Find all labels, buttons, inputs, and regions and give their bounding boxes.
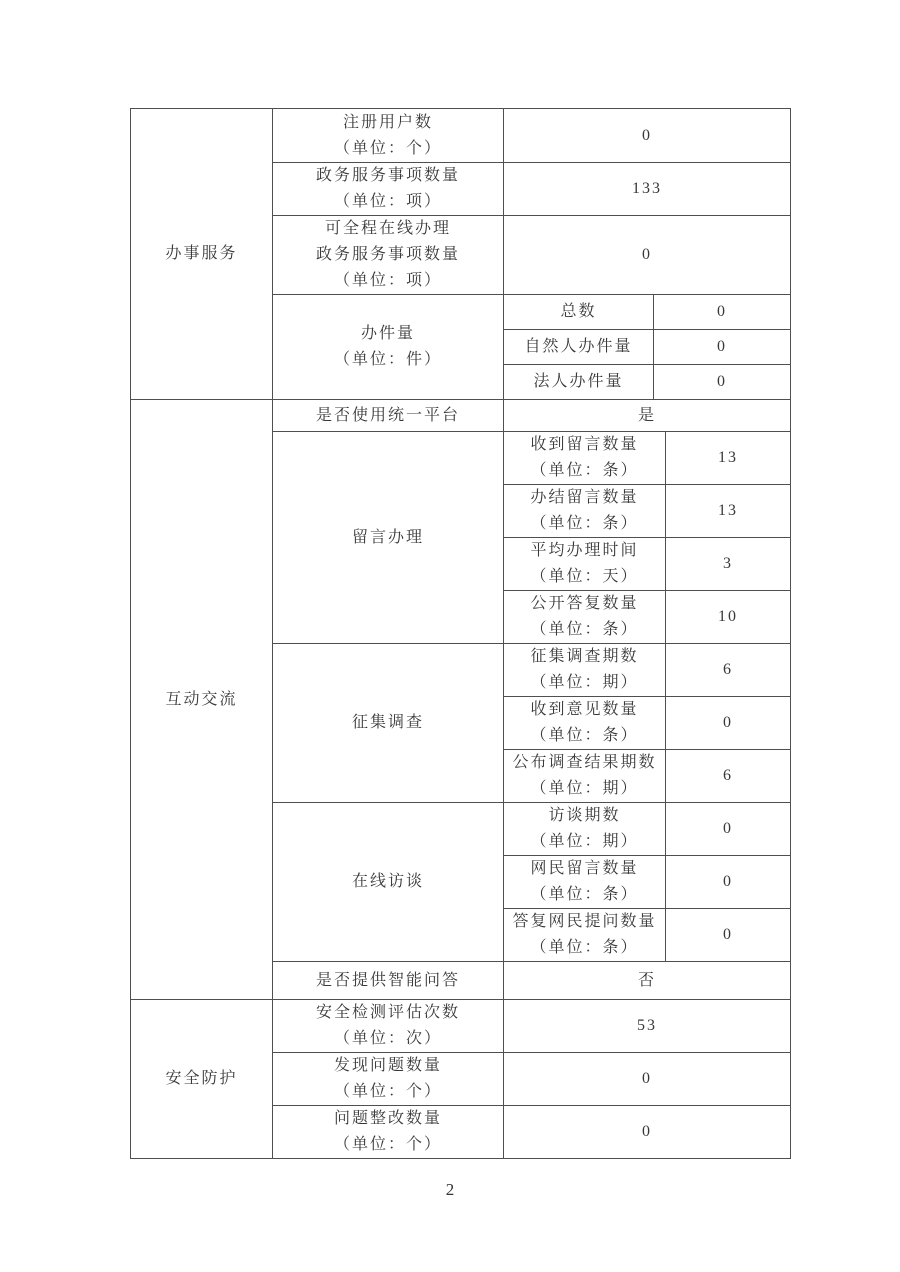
submetric-value-cell: 0 <box>666 909 791 962</box>
submetric-label-cell <box>504 803 666 856</box>
submetric-label: 访谈期数 <box>548 807 621 824</box>
metric-label: 安全检测评估次数 <box>315 1004 460 1021</box>
metric-label-line2: 政务服务事项数量 <box>315 246 460 263</box>
metric-unit: （单位：个） <box>333 139 442 157</box>
submetric-value-cell: 0 <box>654 295 791 330</box>
group-label-cell <box>273 295 504 400</box>
submetric-unit: （单位：期） <box>530 674 639 691</box>
metric-label-cell <box>273 109 504 163</box>
submetric-value-cell: 0 <box>654 330 791 365</box>
metric-label-cell: 是否使用统一平台 <box>273 400 504 432</box>
metric-value-cell: 是 <box>504 400 791 432</box>
submetric-unit: （单位：条） <box>530 727 639 744</box>
metric-unit: （单位：项） <box>333 193 442 210</box>
submetric-label-cell <box>504 432 666 485</box>
submetric-label-cell: 法人办件量 <box>504 365 654 400</box>
submetric-label-cell <box>504 538 666 591</box>
submetric-unit: （单位：期） <box>530 833 639 850</box>
submetric-label: 公开答复数量 <box>530 595 639 612</box>
group-label-cell: 征集调查 <box>273 644 504 803</box>
category-cell-service <box>131 109 273 400</box>
report-table <box>130 108 791 1159</box>
metric-unit: （单位：次） <box>333 1030 442 1047</box>
submetric-label: 收到意见数量 <box>530 701 639 718</box>
submetric-label: 收到留言数量 <box>530 436 639 453</box>
metric-label-cell <box>273 216 504 295</box>
submetric-value-cell: 13 <box>666 485 791 538</box>
metric-label: 发现问题数量 <box>333 1057 442 1074</box>
submetric-value-cell: 13 <box>666 432 791 485</box>
submetric-label: 网民留言数量 <box>530 860 639 877</box>
submetric-label-cell <box>504 591 666 644</box>
submetric-value-cell: 0 <box>666 697 791 750</box>
submetric-label: 平均办理时间 <box>530 542 639 559</box>
submetric-value-cell: 3 <box>666 538 791 591</box>
submetric-label-cell <box>504 644 666 697</box>
submetric-value-cell: 6 <box>666 644 791 697</box>
submetric-label-cell: 总数 <box>504 295 654 330</box>
category-label: 安全防护 <box>165 1070 238 1087</box>
submetric-value-cell: 0 <box>666 856 791 909</box>
metric-label: 问题整改数量 <box>333 1110 442 1127</box>
category-cell-security <box>131 1000 273 1159</box>
submetric-unit: （单位：条） <box>530 886 639 903</box>
group-label-cell: 在线访谈 <box>273 803 504 962</box>
submetric-unit: （单位：条） <box>530 621 639 638</box>
group-label: 办件量 <box>360 325 415 342</box>
metric-unit: （单位：个） <box>333 1136 442 1153</box>
category-label: 互动交流 <box>165 690 238 708</box>
submetric-label-cell <box>504 697 666 750</box>
submetric-label-cell: 自然人办件量 <box>504 330 654 365</box>
submetric-value-cell: 10 <box>666 591 791 644</box>
category-label: 办事服务 <box>165 245 238 262</box>
submetric-unit: （单位：期） <box>530 780 639 797</box>
metric-label-cell <box>273 1000 504 1053</box>
submetric-unit: （单位：条） <box>530 939 639 956</box>
category-cell-interaction <box>131 400 273 1000</box>
submetric-unit: （单位：条） <box>530 515 639 532</box>
metric-label: 注册用户数 <box>342 113 433 131</box>
metric-value-cell: 0 <box>504 216 791 295</box>
submetric-unit: （单位：条） <box>530 462 639 479</box>
group-unit: （单位：件） <box>333 351 442 368</box>
metric-unit: （单位：项） <box>333 272 442 289</box>
submetric-label: 办结留言数量 <box>530 489 639 506</box>
metric-label-cell: 是否提供智能问答 <box>273 962 504 1000</box>
metric-label-line1: 可全程在线办理 <box>324 220 451 237</box>
submetric-label: 答复网民提问数量 <box>512 913 657 930</box>
metric-value-cell: 否 <box>504 962 791 1000</box>
submetric-label-cell <box>504 909 666 962</box>
metric-unit: （单位：个） <box>333 1083 442 1100</box>
submetric-value-cell: 0 <box>666 803 791 856</box>
submetric-value-cell: 6 <box>666 750 791 803</box>
metric-label-cell <box>273 163 504 216</box>
page-number: 2 <box>445 1180 455 1199</box>
group-label-cell: 留言办理 <box>273 432 504 644</box>
metric-value-cell: 0 <box>504 109 791 163</box>
metric-value-cell: 53 <box>504 1000 791 1053</box>
metric-label-cell <box>273 1106 504 1159</box>
submetric-label-cell <box>504 750 666 803</box>
submetric-label-cell <box>504 856 666 909</box>
submetric-label-cell <box>504 485 666 538</box>
metric-value-cell: 0 <box>504 1106 791 1159</box>
submetric-label: 征集调查期数 <box>530 648 639 665</box>
submetric-value-cell: 0 <box>654 365 791 400</box>
submetric-unit: （单位：天） <box>530 568 639 585</box>
metric-label-cell <box>273 1053 504 1106</box>
submetric-label: 公布调查结果期数 <box>512 754 657 771</box>
metric-value-cell: 0 <box>504 1053 791 1106</box>
metric-value-cell: 133 <box>504 163 791 216</box>
metric-label: 政务服务事项数量 <box>315 167 460 184</box>
